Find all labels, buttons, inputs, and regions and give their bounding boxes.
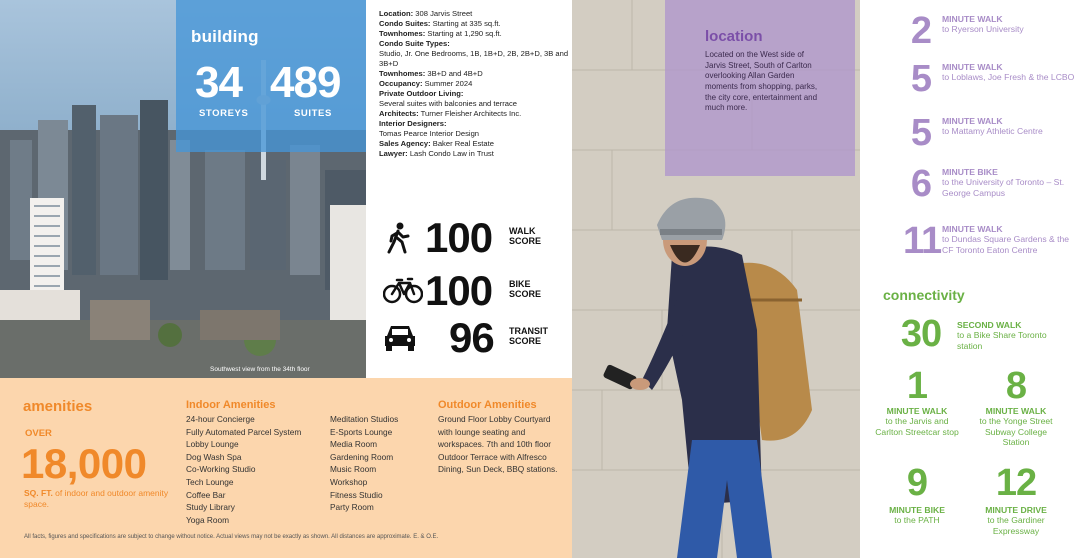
list-item: Music Room [330,464,377,475]
building-title: building [191,27,259,46]
indoor-amenities-title: Indoor Amenities [186,399,276,411]
transit-score-label: TRANSIT SCORE [509,326,548,347]
list-item: Tech Lounge [186,476,234,487]
amenities-area-desc: SQ. FT. of indoor and outdoor amenity space. [24,488,169,509]
distance-value: 5 [910,58,932,100]
bike-score-value: 100 [425,267,493,314]
location-title: location [705,28,763,45]
spec-row: Townhomes: 3B+D and 4B+D [379,69,483,79]
list-item: Workshop [330,476,368,487]
storeys-value: 34 [195,58,242,107]
outdoor-amenities-text: Ground Floor Lobby Courtyard with lounge seating and workspaces. 7th and 10th floor Outdoor Terrace with Alfresco Dining, Sun Deck, BBQ stations. [438,414,558,475]
list-item: Gardening Room [330,451,394,462]
connectivity-desc: SECOND WALK to a Bike Share Toronto station [957,320,1047,351]
bike-icon [383,275,423,310]
building-specs [379,9,569,159]
connectivity-title: connectivity [883,287,965,303]
walk-score-label: WALK SCORE [509,226,542,247]
walk-icon [383,222,413,261]
connectivity-desc: MINUTE WALK to the Jarvis and Carlton Streetcar stop [875,406,959,437]
list-item: Lobby Lounge [186,439,239,450]
outdoor-amenities-title: Outdoor Amenities [438,399,537,411]
bike-score-label: BIKE SCORE [509,279,542,300]
location-text: Located on the West side of Jarvis Street, South of Carlton overlooking Allan Garden moments from shopping, parks, the city core, entertainment and much more. [705,50,818,113]
amenities-title: amenities [23,398,93,415]
bike-score [383,269,568,313]
photo-caption: Southwest view from the 34th floor [210,366,310,373]
spec-row: Interior Designers: Tomas Pearce Interior Design [379,119,480,139]
list-item: 24-hour Concierge [186,414,255,424]
list-item: Coffee Bar [186,489,226,500]
spec-row: Lawyer: Lash Condo Law in Trust [379,149,494,159]
distance-value: 11 [903,220,942,262]
amenities-area-value: 18,000 [21,440,147,487]
connectivity-desc: MINUTE DRIVE to the Gardiner Expressway [985,505,1047,536]
list-item: Yoga Room [186,514,230,525]
list-item: Fitness Studio [330,489,383,500]
spec-row: Location: 308 Jarvis Street [379,9,473,18]
list-item: Dog Wash Spa [186,451,242,462]
car-icon [383,322,417,357]
distance-desc: MINUTE BIKE to the University of Toronto – St. George Campus [942,167,1065,198]
walk-score [383,216,568,260]
amenities-panel [0,378,572,558]
suites-value: 489 [270,58,341,107]
connectivity-value: 8 [1005,365,1027,407]
indoor-amenities-list-2 [330,413,398,514]
list-item: Media Room [330,439,378,450]
connectivity-value: 12 [995,462,1037,504]
spec-row: Occupancy: Summer 2024 [379,79,473,89]
distance-desc: MINUTE WALK to Mattamy Athletic Centre [942,116,1043,137]
city-skyline-photo [0,0,366,378]
distance-value: 6 [910,163,932,205]
storeys-label: STOREYS [199,108,249,119]
list-item: E-Sports Lounge [330,426,393,437]
connectivity-desc: MINUTE WALK to the Yonge Street Subway College Station [979,406,1053,447]
amenities-over-label: OVER [25,428,52,439]
spec-row: Private Outdoor Living: Several suites with balconies and terrace [379,89,518,109]
spec-row: Condo Suites: Starting at 335 sq.ft. [379,19,501,29]
spec-row: Architects: Turner Fleisher Architects Inc. [379,109,522,119]
connectivity-value: 1 [906,365,928,407]
distance-value: 5 [910,112,932,154]
list-item: Co-Working Studio [186,464,256,475]
transit-score-value: 96 [449,314,494,361]
list-item: Party Room [330,502,374,513]
list-item: Meditation Studios [330,414,399,424]
connectivity-value: 30 [900,313,942,355]
connectivity-desc: MINUTE BIKE to the PATH [889,505,945,526]
distance-desc: MINUTE WALK to Ryerson University [942,14,1024,35]
spec-row: Condo Suite Types: Studio, Jr. One Bedrooms, 1B, 1B+D, 2B, 2B+D, 3B and 3B+D [379,39,569,69]
suites-label: SUITES [294,108,332,119]
connectivity-value: 9 [906,462,928,504]
walk-score-value: 100 [425,214,493,261]
distance-desc: MINUTE WALK to Dundas Square Gardens & the CF Toronto Eaton Centre [942,224,1070,255]
distance-value: 2 [910,10,932,52]
spec-row: Townhomes: Starting at 1,290 sq.ft. [379,29,502,39]
list-item: Study Library [186,502,235,513]
disclaimer: All facts, figures and specifications are subject to change without notice. Actual views may not be exactly as shown. All distances are approximate. E. & O.E. [24,534,439,540]
spec-row: Sales Agency: Baker Real Estate [379,139,494,149]
indoor-amenities-list-1 [186,413,301,526]
transit-score [383,316,568,360]
distance-desc: MINUTE WALK to Loblaws, Joe Fresh & the LCBO [942,62,1075,83]
list-item: Fully Automated Parcel System [186,426,302,437]
